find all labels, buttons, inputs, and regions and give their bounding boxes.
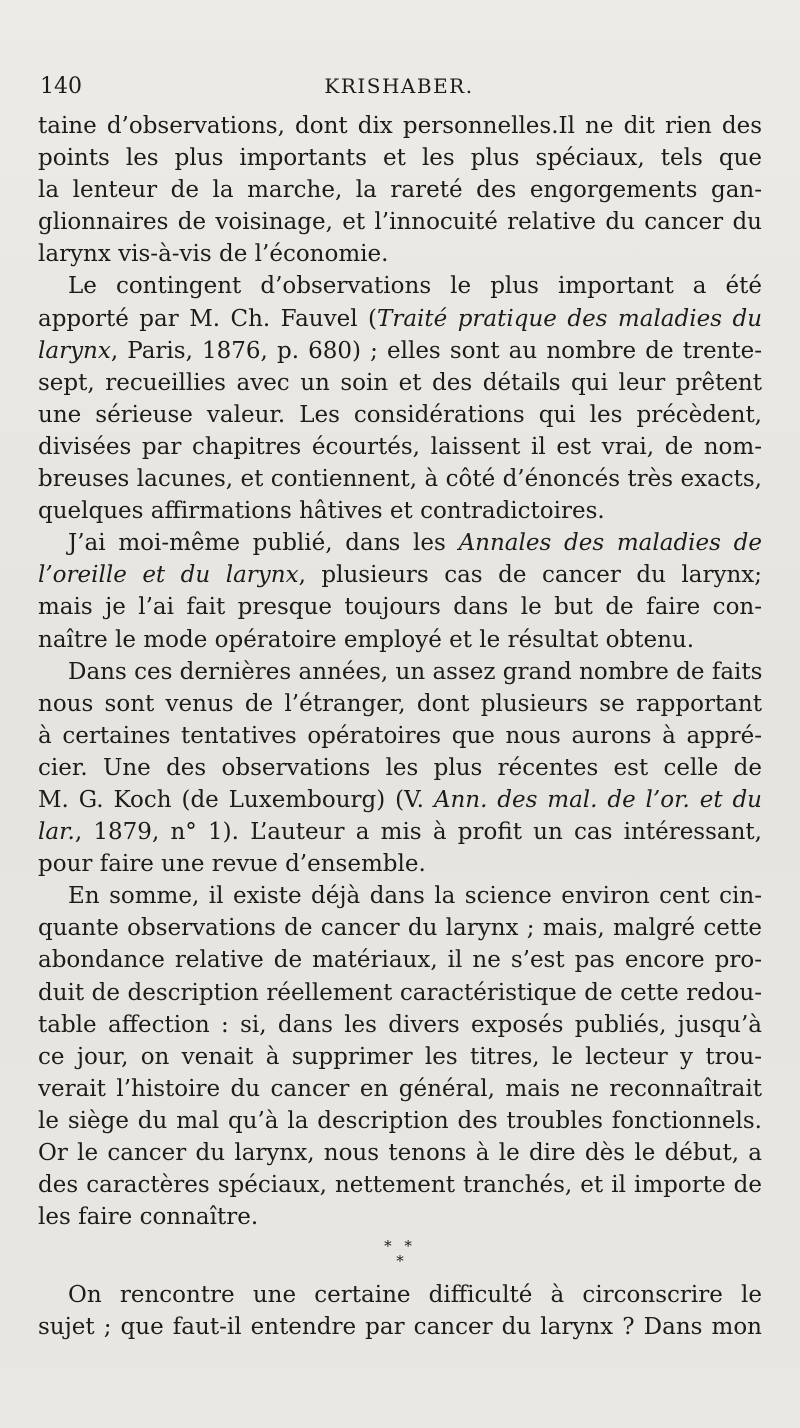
text-line: apporté par M. Ch. Fauvel (Traité pratique des maladies du (38, 305, 762, 332)
text-line: nous sont venus de l’étranger, dont plusieurs se rapportant (38, 690, 762, 717)
following-paragraph (38, 1279, 762, 1343)
text-line: le siège du mal qu’à la description des troubles fonctionnels. (38, 1107, 762, 1134)
text-line: ce jour, on venait à supprimer les titres, le lecteur y trou- (38, 1043, 762, 1070)
page-number: 140 (40, 74, 82, 99)
text-line: sept, recueillies avec un soin et des détails qui leur prêtent (38, 369, 762, 396)
text-line: abondance relative de matériaux, il ne s’est pas encore pro- (38, 947, 762, 974)
text-line: glionnaires de voisinage, et l’innocuité relative du cancer du (38, 209, 762, 236)
text-line: larynx, Paris, 1876, p. 680) ; elles sont au nombre de trente- (38, 337, 762, 364)
text-line: En somme, il existe déjà dans la science environ cent cin- (68, 883, 762, 910)
text-line: duit de description réellement caractéristique de cette redou- (38, 979, 762, 1006)
running-head (38, 70, 760, 100)
text-line: M. G. Koch (de Luxembourg) (V. Ann. des mal. de l’or. et du (38, 786, 762, 813)
text-line: breuses lacunes, et contiennent, à côté d’énoncés très exacts, (38, 466, 762, 493)
text-line: table affection : si, dans les divers exposés publiés, jusqu’à (38, 1011, 762, 1038)
asterism-top: * * (384, 1237, 416, 1256)
text-line: verait l’histoire du cancer en général, mais ne reconnaîtrait (38, 1075, 762, 1102)
text-line: Le contingent d’observations le plus important a été (68, 273, 762, 300)
text-line: On rencontre une certaine difficulté à circonscrire le (68, 1282, 762, 1309)
text-line: cier. Une des observations les plus récentes est celle de (38, 754, 762, 781)
asterism (38, 1239, 762, 1269)
text-line: mais je l’ai fait presque toujours dans le but de faire con- (38, 594, 762, 621)
text-line: J’ai moi-même publié, dans les Annales des maladies de (68, 530, 762, 557)
text-line: taine d’observations, dont dix personnelles.Il ne dit rien des (38, 113, 762, 139)
text-line: à certaines tentatives opératoires que nous aurons à appré- (38, 722, 762, 749)
text-line: larynx vis-à-vis de l’économie. (38, 241, 389, 268)
text-line: quante observations de cancer du larynx ; mais, malgré cette (38, 915, 762, 942)
text-line: Or le cancer du larynx, nous tenons à le dire dès le début, a (38, 1140, 762, 1166)
text-line: l’oreille et du larynx, plusieurs cas de cancer du larynx; (38, 562, 762, 589)
text-line: Dans ces dernières années, un assez grand nombre de faits (68, 658, 762, 685)
asterism-bottom: * (396, 1252, 404, 1271)
text-line: divisées par chapitres écourtés, laissent il est vrai, de nom- (38, 433, 762, 460)
text-line: quelques affirmations hâtives et contradictoires. (38, 498, 605, 525)
text-line: lar., 1879, n° 1). L’auteur a mis à profit un cas intéressant, (38, 819, 762, 846)
text-line: des caractères spéciaux, nettement tranchés, et il importe de (38, 1172, 762, 1199)
running-title-author: KRISHABER. (324, 74, 474, 98)
main-paragraphs (38, 110, 762, 1233)
body-text (38, 110, 762, 1343)
text-line: les faire connaître. (38, 1204, 259, 1231)
text-line: pour faire une revue d’ensemble. (38, 851, 426, 878)
text-line: sujet ; que faut-il entendre par cancer du larynx ? Dans mon (38, 1314, 762, 1341)
text-line: points les plus importants et les plus spéciaux, tels que (38, 145, 762, 172)
text-line: naître le mode opératoire employé et le résultat obtenu. (38, 626, 695, 653)
text-line: une sérieuse valeur. Les considérations qui les précèdent, (38, 401, 762, 428)
text-line: la lenteur de la marche, la rareté des engorgements gan- (38, 177, 762, 204)
